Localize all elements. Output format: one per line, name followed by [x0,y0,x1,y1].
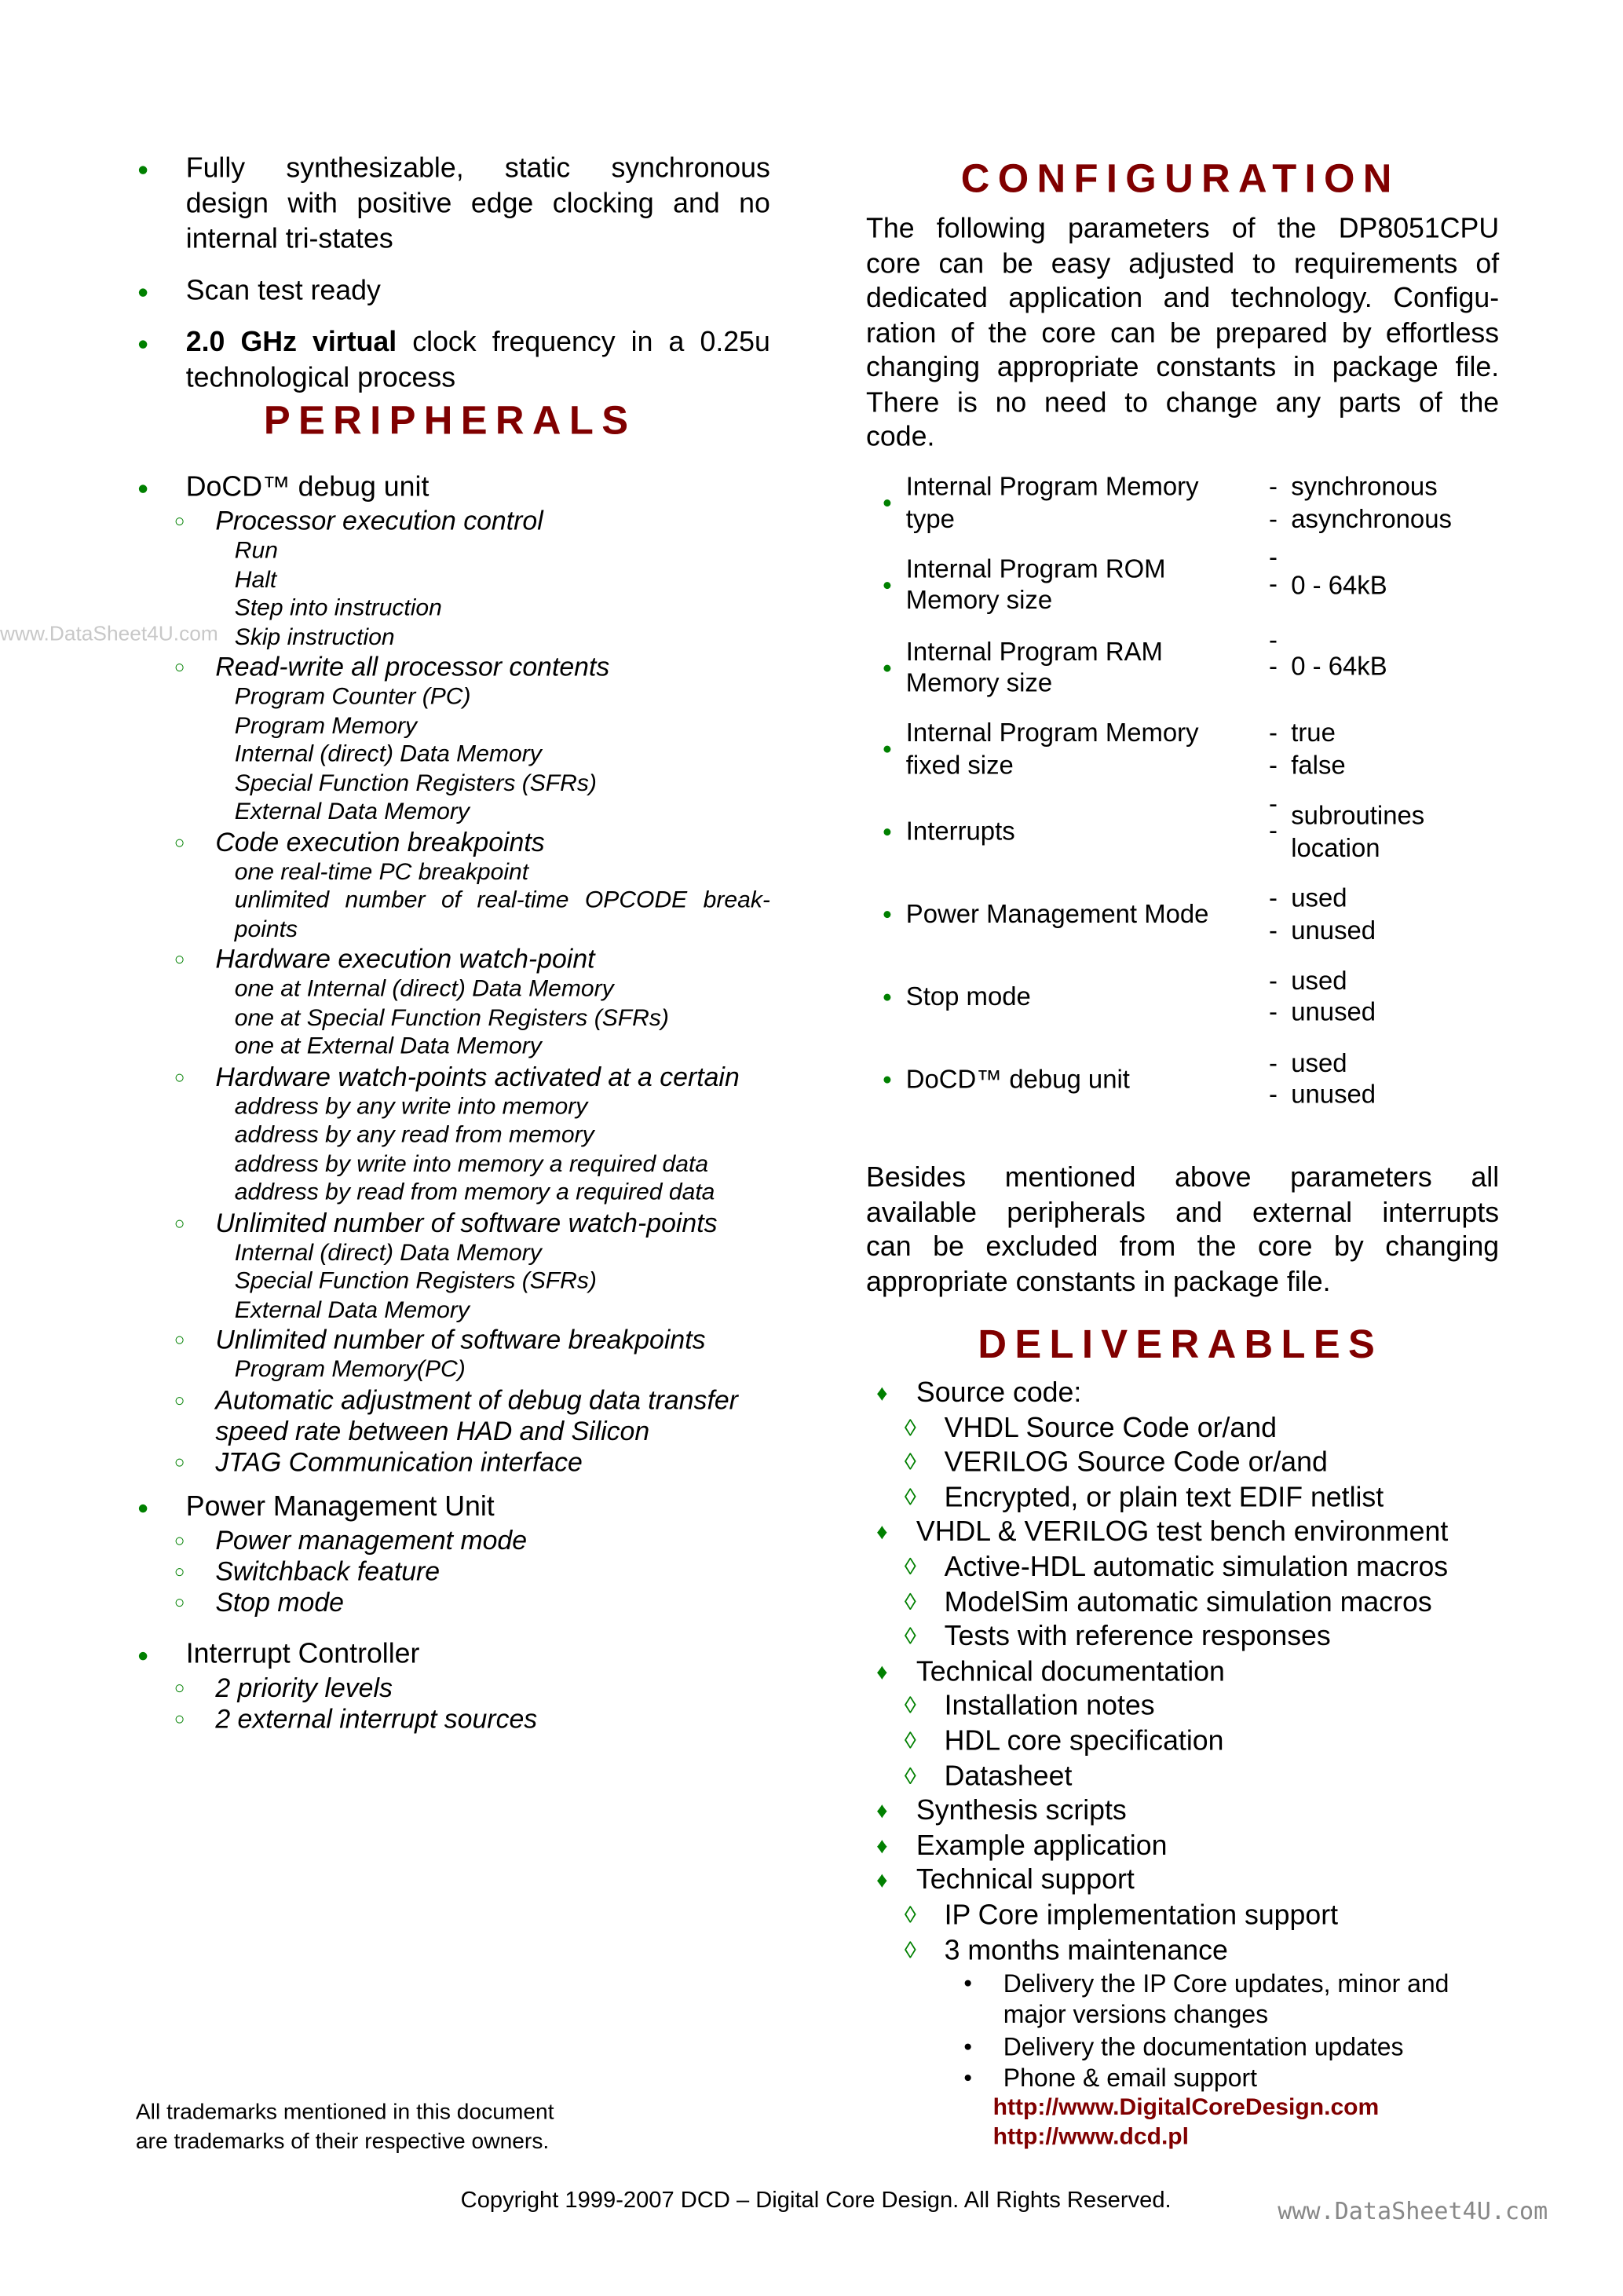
deliverable-text: Encrypted, or plain text EDIF netlist [944,1483,1384,1514]
param-value-text: 0 - 64kB [1291,569,1387,600]
deliverable-item [876,1655,1547,1690]
param-value-text: unused [1291,915,1376,945]
deliverable-item [883,1725,1547,1760]
param-value-text: used [1291,965,1347,996]
peripheral-subitem [136,1325,770,1355]
circle-bullet-icon: ○ [174,1561,185,1582]
peripheral-label: Interrupt Controller [185,1639,420,1671]
deliverable-item [883,1551,1547,1585]
features-list [136,152,770,414]
deliverable-text: Synthesis scripts [916,1796,1127,1827]
config-param [883,956,1517,1038]
paragraph-line: code. [866,422,935,453]
deliverable-text: VHDL & VERILOG test bench environment [916,1517,1449,1548]
param-label [906,899,1209,930]
peripheral-label: DoCD™ debug unit [185,472,430,503]
peripheral-subitem [136,1526,770,1556]
circle-bullet-icon: ○ [174,1066,185,1087]
peripheral-subitem [136,1673,770,1704]
peripheral-group [136,1490,770,1618]
bullet-icon: ● [963,2070,973,2087]
subitem-line: Unlimited number of software watch-points [215,1208,718,1238]
circle-bullet-icon: ○ [174,1212,185,1233]
hollow-diamond-bullet-icon: ◊ [904,1555,916,1581]
deliverable-item [883,1446,1547,1481]
param-values [1269,883,1376,947]
bullet-icon: ● [137,280,149,303]
dash: - [1269,542,1278,572]
hollow-diamond-bullet-icon: ◊ [904,1625,916,1651]
subitem-line: Hardware watch-points activated at a certain [215,1062,740,1091]
paragraph-line: ration of the core can be prepared by effortless [866,317,1500,349]
deliverables-list [876,1377,1547,2153]
hollow-diamond-bullet-icon: ◊ [904,1450,916,1476]
diamond-bullet-icon: ♦ [876,1834,888,1859]
peripheral-detail [136,1150,770,1179]
paragraph-line: can be excluded from the core by changing [866,1232,1500,1263]
deliverable-text: Technical support [916,1865,1135,1897]
detail-line: Program Memory [234,713,417,739]
param-value [1269,471,1452,503]
param-value [1269,883,1376,915]
paragraph-line: core can be easy adjusted to requirements of [866,248,1500,280]
circle-bullet-icon: ○ [174,949,185,970]
param-values [1269,624,1387,700]
detail-line: External Data Memory [234,1297,470,1323]
subitem-line: Processor execution control [215,506,543,536]
configuration-heading: CONFIGURATION [960,156,1400,201]
website-link[interactable]: http://www.dcd.pl [992,2125,1190,2151]
param-value [1269,624,1387,700]
detail-line: Internal (direct) Data Memory [234,742,542,768]
param-value-text: unused [1291,996,1376,1027]
dash: - [1269,650,1278,681]
diamond-bullet-icon: ♦ [876,1798,888,1824]
feature-line: technological process [185,363,456,394]
subitem-line: Unlimited number of software breakpoints [215,1325,706,1355]
bullet-icon: ● [963,1976,973,1992]
param-values [1269,788,1425,865]
deliverable-item [883,1621,1547,1655]
config-param [882,624,1517,709]
peripherals-heading: PERIPHERALS [263,398,637,443]
circle-bullet-icon: ○ [174,510,185,532]
detail-line: Halt [234,567,277,593]
deliverable-item [883,2031,1547,2063]
detail-line: Special Function Registers (SFRs) [234,770,597,796]
param-value [1269,1047,1376,1079]
peripheral-detail [136,537,770,566]
hollow-diamond-bullet-icon: ◊ [904,1938,916,1964]
copyright: Copyright 1999-2007 DCD – Digital Core Design. All Rights Reserved. [460,2188,1172,2214]
subitem-line: Automatic adjustment of debug data transfer [215,1384,738,1415]
param-value [1269,915,1376,946]
detail-line: Skip instruction [234,624,395,650]
circle-bullet-icon: ○ [174,656,185,678]
deliverable-item [883,1481,1547,1515]
peripheral-detail [136,1179,770,1208]
feature-line: internal tri-states [185,224,393,256]
subitem-line: 2 external interrupt sources [215,1704,538,1734]
param-label-line: Internal Program Memory [905,471,1199,501]
deliverable-text: 3 months maintenance [944,1935,1228,1966]
peripheral-subitem [136,1208,770,1238]
param-value-text: used [1291,1047,1347,1077]
config-param [883,1038,1517,1121]
param-values [1269,542,1387,617]
peripheral-subitem [136,1385,770,1447]
deliverable-item [883,2063,1547,2094]
bullet-icon: ● [137,476,149,499]
bullet-icon: ● [882,741,893,759]
dash: - [1269,624,1278,654]
peripheral-detail [136,887,770,944]
peripheral-subitem [136,1588,770,1618]
param-label-line: Internal Program ROM [905,554,1166,583]
dash: - [1269,750,1278,780]
peripheral-detail [136,683,770,712]
param-values [1269,471,1452,535]
peripheral-detail [136,1033,770,1062]
param-value-text: used [1291,883,1347,913]
peripheral-detail [136,740,770,770]
dash: - [1269,471,1278,501]
detail-line: address by read from memory a required data [234,1180,715,1206]
bullet-icon: ● [882,905,893,924]
param-values [1269,718,1346,782]
subitem-line: Read-write all processor contents [215,652,610,682]
deliverable-text: Delivery the documentation updates [1003,2032,1404,2061]
param-value [1269,1080,1376,1111]
deliverable-text: Installation notes [944,1691,1155,1723]
deliverable-text: Delivery the IP Core updates, minor and [1003,1969,1449,1998]
param-value [1269,750,1346,781]
config-param [883,544,1517,627]
detail-line: one at Special Function Registers (SFRs) [234,1005,669,1031]
hollow-diamond-bullet-icon: ◊ [904,1903,916,1929]
deliverable-text: Datasheet [944,1760,1073,1793]
hollow-diamond-bullet-icon: ◊ [904,1694,916,1720]
side-watermark: www.DataSheet4U.com [0,621,218,645]
circle-bullet-icon: ○ [174,1389,185,1410]
dash: - [1269,883,1278,913]
bullet-icon: ● [137,331,149,354]
dash: - [1269,965,1278,996]
param-label [906,1064,1130,1095]
subitem-line: JTAG Communication interface [215,1446,583,1477]
deliverable-text: Technical documentation [916,1656,1225,1688]
bullet-icon: ● [882,576,893,594]
param-label-line: DoCD™ debug unit [905,1063,1130,1094]
param-label-line: Memory size [905,585,1053,616]
configuration-intro [866,213,1499,455]
subitem-line: Hardware execution watch-point [215,944,595,974]
param-value-text: asynchronous [1291,503,1452,533]
detail-line: Program Memory(PC) [234,1357,466,1383]
peripheral-subitem [136,827,770,857]
feature-line [186,326,770,361]
param-value [1269,542,1387,617]
param-label-line: type [905,503,955,533]
paragraph-line: appropriate constants in package file. [866,1267,1331,1298]
param-value [1269,503,1452,535]
deliverable-item [876,1516,1547,1551]
detail-line: Step into instruction [234,596,442,622]
param-label-line: Internal Program Memory [905,718,1199,748]
dash: - [1269,1079,1278,1110]
detail-line: Special Function Registers (SFRs) [234,1269,597,1294]
trademarks-note [136,2098,554,2157]
config-param [883,873,1517,956]
param-label [906,817,1015,848]
trademarks-line: All trademarks mentioned in this document [135,2099,554,2125]
param-value [1269,718,1346,750]
dash: - [1269,1047,1278,1077]
peripheral-detail [136,799,770,828]
peripheral-group [136,1638,770,1735]
dash: - [1269,996,1278,1027]
subitem-line: Switchback feature [215,1556,440,1587]
param-label-line: Stop mode [905,981,1031,1011]
feature-item [136,152,770,258]
param-label [906,982,1031,1013]
deliverable-text: ModelSim automatic simulation macros [944,1587,1432,1618]
detail-line: Run [234,538,278,564]
detail-line: address by any write into memory [234,1094,588,1120]
param-label-line: Internal Program RAM [905,636,1163,666]
hollow-diamond-bullet-icon: ◊ [904,1764,916,1790]
deliverable-item [883,1585,1547,1620]
peripheral-detail [136,712,770,741]
param-label [906,718,1199,782]
param-label-line: fixed size [905,750,1014,780]
circle-bullet-icon: ○ [174,1708,185,1730]
feature-item [136,275,770,310]
peripheral-detail [136,566,770,595]
peripheral-subitem [136,1556,770,1587]
peripheral-subitem [136,945,770,975]
detail-line: one real-time PC breakpoint [234,859,529,885]
bullet-icon: ● [882,659,893,677]
param-value-text: unused [1291,1079,1376,1110]
circle-bullet-icon: ○ [174,1677,185,1698]
deliverable-text: major versions changes [1003,2001,1269,2030]
circle-bullet-icon: ○ [174,1592,185,1613]
bullet-icon: ● [137,158,149,181]
peripheral-detail [136,1239,770,1268]
bullet-icon: ● [137,1643,149,1666]
peripheral-item [136,1638,770,1673]
dash: - [1269,503,1278,533]
peripheral-subitem [136,1446,770,1477]
bullet-icon: ● [882,823,893,842]
peripheral-detail [136,1121,770,1150]
detail-line: External Data Memory [234,799,470,825]
param-value [1269,965,1376,996]
param-values [1269,1047,1376,1111]
config-param [882,788,1517,874]
hollow-diamond-bullet-icon: ◊ [904,1416,916,1442]
website-link[interactable]: http://www.DigitalCoreDesign.com [992,2095,1380,2121]
param-label-line: Interrupts [905,816,1015,846]
param-value-text: synchronous [1291,471,1438,501]
feature-line: design with positive edge clocking and no [185,188,770,220]
diamond-bullet-icon: ♦ [876,1380,888,1406]
detail-line: points [234,916,298,942]
param-value-text: subroutines location [1291,800,1425,862]
deliverable-item [883,1934,1547,1969]
dash: - [1269,718,1278,748]
bullet-icon: ● [137,1496,149,1519]
peripheral-item [136,1490,770,1526]
detail-line: one at Internal (direct) Data Memory [234,976,614,1002]
peripheral-subitem [136,1062,770,1092]
deliverable-text: IP Core implementation support [944,1900,1339,1932]
deliverable-text: VHDL Source Code or/and [944,1413,1278,1444]
peripheral-detail [136,975,770,1004]
feature-bold: 2.0 GHz virtual [185,327,397,359]
peripheral-detail [136,770,770,799]
hollow-diamond-bullet-icon: ◊ [904,1589,916,1615]
deliverable-item [883,1899,1547,1933]
paragraph-line: dedicated application and technology. Configu- [866,283,1500,315]
deliverable-text: Phone & email support [1003,2064,1257,2093]
dash: - [1269,788,1278,819]
peripheral-detail [136,1356,770,1385]
feature-text: clock frequency in a 0.25u [397,327,770,359]
watermark: www.DataSheet4U.com [1278,2196,1548,2225]
detail-line: address by write into memory a required data [234,1151,709,1177]
param-label-line: Power Management Mode [905,898,1209,929]
bullet-icon: ● [882,1070,893,1089]
deliverable-item [883,1412,1547,1446]
deliverable-text: Tests with reference responses [944,1621,1331,1653]
circle-bullet-icon: ○ [174,1329,185,1351]
bullet-icon: ● [882,494,893,513]
dash: - [1269,915,1278,945]
subitem-line: Power management mode [215,1525,528,1556]
trademarks-line: are trademarks of their respective owners. [135,2129,550,2155]
subitem-line: Code execution breakpoints [215,827,545,857]
circle-bullet-icon: ○ [174,1530,185,1551]
hollow-diamond-bullet-icon: ◊ [904,1485,916,1511]
diamond-bullet-icon: ♦ [876,1868,888,1894]
deliverable-item [876,1377,1547,1411]
paragraph-line: The following parameters of the DP8051CPU [866,214,1500,245]
deliverable-item [883,1690,1547,1724]
peripheral-subitem [136,1704,770,1735]
hollow-diamond-bullet-icon: ◊ [904,1729,916,1755]
subitem-line: 2 priority levels [215,1673,393,1703]
paragraph-line: available peripherals and external interrupts [866,1197,1500,1229]
peripheral-detail [136,1092,770,1121]
dash: - [1269,815,1278,846]
deliverable-item [876,1794,1547,1829]
configuration-outro [866,1161,1499,1300]
deliverable-text: Active-HDL automatic simulation macros [944,1552,1449,1584]
detail-line: one at External Data Memory [234,1034,542,1060]
detail-line: unlimited number of real-time OPCODE break- [234,888,770,914]
param-label [906,554,1166,617]
detail-line: Program Counter (PC) [234,684,471,710]
peripheral-detail [136,623,770,653]
diamond-bullet-icon: ♦ [876,1659,888,1685]
peripheral-label: Power Management Unit [185,1491,495,1523]
peripheral-detail [136,1267,770,1296]
config-param [883,462,1517,544]
peripheral-detail [136,858,770,887]
subitem-line: Stop mode [215,1587,344,1618]
param-value-text: true [1291,718,1336,748]
paragraph-line: changing appropriate constants in package file. [866,353,1500,384]
deliverable-text: VERILOG Source Code or/and [944,1447,1328,1479]
deliverable-item [883,1969,1547,2031]
param-values [1269,965,1376,1029]
deliverable-item [876,1864,1547,1899]
feature-item [136,326,770,397]
deliverable-text: Example application [916,1830,1168,1862]
config-param [883,709,1517,792]
deliverable-item [883,1760,1547,1794]
detail-line: Internal (direct) Data Memory [234,1240,542,1266]
detail-line: address by any read from memory [234,1122,594,1148]
peripheral-subitem [136,653,770,683]
paragraph-line: There is no need to change any parts of the [866,387,1500,419]
param-label [906,636,1163,700]
subitem-line: speed rate between HAD and Silicon [215,1415,650,1446]
peripheral-subitem [136,506,770,537]
circle-bullet-icon: ○ [174,831,185,853]
feature-line: Scan test ready [185,276,381,307]
paragraph-line: Besides mentioned above parameters all [866,1162,1500,1194]
deliverable-item [876,1830,1547,1864]
peripheral-detail [136,1296,770,1325]
bullet-icon: ● [963,2038,973,2055]
bullet-icon: ● [882,988,893,1007]
param-value-text: 0 - 64kB [1291,652,1387,682]
peripheral-detail [136,594,770,623]
deliverable-text: Source code: [916,1378,1082,1409]
deliverables-heading: DELIVERABLES [978,1322,1384,1367]
dash: - [1269,569,1278,598]
peripheral-item [136,470,770,506]
param-label [906,471,1199,535]
peripheral-group [136,470,770,1477]
param-value [1269,997,1376,1029]
param-value [1269,788,1425,865]
peripheral-detail [136,1004,770,1033]
param-value-text: false [1291,750,1346,780]
feature-line: Fully synthesizable, static synchronous [185,153,770,185]
param-label-line: Memory size [905,667,1053,698]
deliverable-text: HDL core specification [944,1726,1224,1757]
circle-bullet-icon: ○ [174,1451,185,1472]
diamond-bullet-icon: ♦ [876,1520,888,1546]
